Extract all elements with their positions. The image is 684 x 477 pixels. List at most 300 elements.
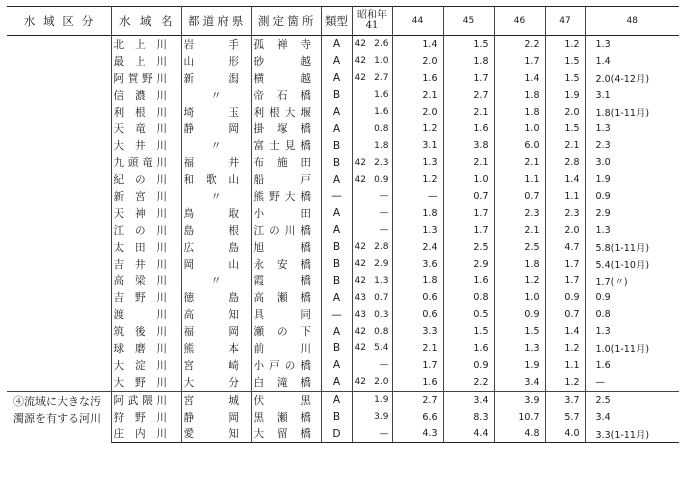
- river-name: [111, 188, 181, 205]
- river-name: [111, 70, 181, 87]
- value-44: 1.2: [392, 120, 443, 137]
- value-46: 0.9: [494, 306, 545, 323]
- header-year-44: [392, 7, 443, 36]
- value-47: 2.0: [545, 222, 585, 239]
- river-name-text: 阿武隈川: [113, 394, 168, 407]
- prefecture: [181, 205, 251, 222]
- value-44: 1.4: [392, 36, 443, 53]
- value-47: 1.7: [545, 256, 585, 273]
- header-region-label: 水域区分: [23, 14, 94, 28]
- prefecture: [181, 340, 251, 357]
- value-45: 2.5: [443, 239, 494, 256]
- river-name: [111, 205, 181, 222]
- measurement-point-text: 掛塚橋: [253, 123, 312, 136]
- river-name: [111, 53, 181, 70]
- measurement-point-text: 孤禅寺: [253, 38, 312, 51]
- measurement-point-text: 小田: [253, 207, 312, 220]
- value-46: 1.0: [494, 289, 545, 306]
- river-name-text: 天神川: [113, 207, 168, 220]
- showa-value: 2.8: [368, 239, 392, 256]
- water-class: B: [321, 256, 352, 273]
- value-44: 2.4: [392, 239, 443, 256]
- header-prefecture-label: 都道府県: [188, 14, 244, 28]
- value-47: 1.2: [545, 374, 585, 391]
- header-year-45-label: 45: [462, 16, 475, 26]
- measurement-point: [251, 357, 321, 374]
- water-quality-table: [7, 6, 679, 443]
- value-46: 1.7: [494, 53, 545, 70]
- measurement-point-text: 熊野大橋: [253, 190, 312, 203]
- prefecture: [181, 357, 251, 374]
- header-year-46-label: 46: [513, 16, 526, 26]
- value-46: 1.5: [494, 323, 545, 340]
- prefecture-text: 宮城: [183, 394, 240, 407]
- river-name: [111, 222, 181, 239]
- water-class: A: [321, 323, 352, 340]
- value-45: 3.8: [443, 137, 494, 154]
- measurement-point: [251, 205, 321, 222]
- river-name-text: 九頭竜川: [113, 157, 168, 170]
- river-name: [111, 137, 181, 154]
- header-year-48-label: 48: [626, 16, 638, 26]
- value-48: 1.3: [595, 123, 611, 135]
- measurement-point-text: 黒瀬橋: [253, 411, 312, 424]
- value-48: 1.3: [595, 224, 611, 236]
- value-47: 0.9: [545, 289, 585, 306]
- value-44: 0.6: [392, 289, 443, 306]
- showa-year: 42: [354, 56, 366, 67]
- header-type: [321, 7, 352, 36]
- prefecture: [181, 409, 251, 426]
- river-name-text: 渡川: [113, 309, 168, 322]
- water-class: D: [321, 425, 352, 442]
- value-45: 0.9: [443, 357, 494, 374]
- measurement-point-text: 富士見橋: [253, 140, 312, 153]
- measurement-point: [251, 409, 321, 426]
- showa-value: 1.8: [368, 137, 392, 154]
- showa-value: 0.8: [368, 120, 392, 137]
- measurement-point: [251, 70, 321, 87]
- value-48: 5.8(1-11月): [595, 243, 650, 255]
- river-name: [111, 154, 181, 171]
- showa-value: 1.6: [368, 104, 392, 121]
- prefecture-text: 和歌山: [183, 174, 240, 187]
- value-45: 0.8: [443, 289, 494, 306]
- river-name-text: 筑後川: [113, 326, 168, 339]
- table-body: [7, 36, 679, 443]
- measurement-point: [251, 272, 321, 289]
- showa-value: 2.9: [368, 256, 392, 273]
- showa-value: 0.3: [368, 306, 392, 323]
- prefecture-text: 大分: [183, 376, 240, 389]
- river-name: [111, 323, 181, 340]
- measurement-point: [251, 104, 321, 121]
- river-name: [111, 425, 181, 442]
- value-45: 2.7: [443, 87, 494, 104]
- river-name: [111, 87, 181, 104]
- value-44: —: [392, 188, 443, 205]
- showa-year: 42: [354, 39, 366, 50]
- river-name-text: 吉井川: [113, 258, 168, 271]
- showa-value: 0.9: [368, 171, 392, 188]
- header-year-44-label: 44: [411, 16, 424, 26]
- river-name-text: 江の川: [113, 224, 168, 237]
- river-name-text: 太田川: [113, 241, 168, 254]
- water-class: B: [321, 87, 352, 104]
- water-class: A: [321, 205, 352, 222]
- value-47: 0.7: [545, 306, 585, 323]
- measurement-point: [251, 120, 321, 137]
- prefecture-text: 宮崎: [183, 359, 240, 372]
- measurement-point: [251, 256, 321, 273]
- value-48: 3.3(1-11月): [585, 425, 679, 442]
- header-showa-block: [353, 11, 392, 31]
- water-class: B: [321, 137, 352, 154]
- value-47: 5.7: [545, 409, 585, 426]
- value-45: 2.1: [443, 104, 494, 121]
- value-44: 1.8: [392, 205, 443, 222]
- header-year-46: [494, 7, 545, 36]
- measurement-point-text: 具同: [253, 309, 312, 322]
- water-class: A: [321, 53, 352, 70]
- header-year-45: [443, 7, 494, 36]
- value-44: 2.1: [392, 87, 443, 104]
- showa-value: 3.9: [368, 409, 392, 426]
- header-showa-era: 昭和: [357, 10, 377, 21]
- value-48: 0.9: [595, 190, 611, 202]
- value-48: 2.9: [595, 207, 611, 219]
- prefecture-text: 福岡: [183, 326, 240, 339]
- measurement-point-text: 布施田: [253, 157, 312, 170]
- measurement-point: [251, 36, 321, 53]
- showa-year: 42: [354, 174, 366, 185]
- prefecture: [181, 104, 251, 121]
- value-47: 3.7: [545, 391, 585, 408]
- value-46: 1.0: [494, 120, 545, 137]
- prefecture-text: 鳥取: [183, 207, 240, 220]
- river-name: [111, 120, 181, 137]
- showa-value: 2.6: [368, 36, 392, 53]
- showa-year: [352, 409, 368, 426]
- value-44: 1.3: [392, 154, 443, 171]
- value-47: 2.0: [545, 104, 585, 121]
- region-cell-2: ④流域に大きな汚濁源を有する河川: [7, 391, 111, 443]
- value-47: 2.1: [545, 137, 585, 154]
- value-48: 5.4(1-10月): [595, 260, 650, 272]
- measurement-point-text: 高瀬橋: [253, 292, 312, 305]
- prefecture: [181, 154, 251, 171]
- showa-year: 42: [354, 157, 366, 168]
- showa-year: [352, 188, 368, 205]
- value-46: 2.5: [494, 239, 545, 256]
- water-class: B: [321, 409, 352, 426]
- prefecture-text: 新潟: [183, 72, 240, 85]
- showa-year: 42: [354, 73, 366, 84]
- value-44: 1.7: [392, 357, 443, 374]
- value-48: 1.9: [595, 174, 611, 186]
- prefecture-text: 徳島: [183, 292, 240, 305]
- value-45: 1.8: [443, 53, 494, 70]
- showa-value: 1.3: [368, 272, 392, 289]
- showa-value: 1.9: [368, 391, 392, 408]
- river-name: [111, 357, 181, 374]
- measurement-point: [251, 137, 321, 154]
- value-48: 2.0(4-12月): [595, 74, 650, 86]
- value-44: 2.7: [392, 391, 443, 408]
- showa-year: 42: [354, 326, 366, 337]
- prefecture: [181, 391, 251, 408]
- value-48: 0.8: [595, 309, 611, 321]
- river-name-text: 大淀川: [113, 359, 168, 372]
- value-44: 1.3: [392, 222, 443, 239]
- prefecture-text: 岡山: [183, 258, 240, 271]
- measurement-point-text: 小戸の橋: [253, 359, 312, 372]
- prefecture: 〃: [181, 137, 251, 154]
- showa-value: 1.6: [368, 87, 392, 104]
- river-name: [111, 272, 181, 289]
- showa-year: [352, 137, 368, 154]
- header-region: [7, 7, 111, 36]
- measurement-point-text: 利根大堰: [253, 106, 312, 119]
- measurement-point: [251, 323, 321, 340]
- measurement-point-text: 前川: [253, 342, 312, 355]
- value-47: 1.2: [545, 36, 585, 53]
- showa-year: 42: [354, 242, 366, 253]
- water-class: A: [321, 104, 352, 121]
- river-name: [111, 239, 181, 256]
- value-45: 1.6: [443, 340, 494, 357]
- measurement-point-text: 伏黒: [253, 394, 312, 407]
- value-48: 1.3: [595, 38, 611, 50]
- showa-value: —: [368, 357, 392, 374]
- prefecture: [181, 306, 251, 323]
- river-name-text: 球磨川: [113, 342, 168, 355]
- measurement-point-text: 横越: [253, 72, 312, 85]
- prefecture: [181, 222, 251, 239]
- header-year-48: [585, 7, 679, 36]
- showa-value: —: [368, 425, 392, 442]
- table-row: [7, 391, 679, 408]
- showa-year: 43: [354, 292, 366, 303]
- showa-year: 42: [354, 259, 366, 270]
- value-46: 1.1: [494, 171, 545, 188]
- value-48: 1.7(〃): [595, 276, 628, 288]
- value-47: 1.4: [545, 171, 585, 188]
- river-name-text: 狩野川: [113, 411, 168, 424]
- header-location: [251, 7, 321, 36]
- river-name-text: 大野川: [113, 376, 168, 389]
- value-47: 1.5: [545, 70, 585, 87]
- showa-year: [352, 391, 368, 408]
- value-48: 3.4: [595, 411, 611, 423]
- value-47: 1.1: [545, 188, 585, 205]
- value-44: 2.1: [392, 340, 443, 357]
- value-44: 1.6: [392, 70, 443, 87]
- measurement-point: [251, 222, 321, 239]
- showa-year: 42: [354, 343, 366, 354]
- river-name: [111, 171, 181, 188]
- value-45: 1.7: [443, 205, 494, 222]
- showa-value: 0.8: [368, 323, 392, 340]
- header-prefecture: [181, 7, 251, 36]
- value-45: 1.5: [443, 36, 494, 53]
- measurement-point: [251, 171, 321, 188]
- measurement-point: [251, 289, 321, 306]
- value-44: 1.6: [392, 374, 443, 391]
- value-46: 2.3: [494, 205, 545, 222]
- value-46: 1.9: [494, 357, 545, 374]
- water-class: A: [321, 357, 352, 374]
- value-46: 2.1: [494, 154, 545, 171]
- showa-value: 2.3: [368, 154, 392, 171]
- river-name-text: 北上川: [113, 38, 168, 51]
- showa-year: [352, 425, 368, 442]
- showa-year: [352, 87, 368, 104]
- river-name-text: 最上川: [113, 55, 168, 68]
- prefecture-text: 山形: [183, 55, 240, 68]
- prefecture: 〃: [181, 87, 251, 104]
- river-name: [111, 289, 181, 306]
- value-48: 3.1: [595, 89, 611, 101]
- showa-year: [352, 120, 368, 137]
- prefecture: [181, 425, 251, 442]
- showa-year: 42: [354, 377, 366, 388]
- value-46: 6.0: [494, 137, 545, 154]
- river-name-text: 阿賀野川: [113, 72, 168, 85]
- value-46: 1.3: [494, 340, 545, 357]
- header-showa-year: 年: [377, 10, 387, 21]
- measurement-point: [251, 188, 321, 205]
- water-class: B: [321, 239, 352, 256]
- header-row: [7, 7, 679, 36]
- value-46: 4.8: [494, 425, 545, 442]
- measurement-point: [251, 374, 321, 391]
- region-cell-1: [7, 36, 111, 392]
- showa-value: —: [368, 188, 392, 205]
- prefecture: [181, 120, 251, 137]
- measurement-point-text: 永安橋: [253, 258, 312, 271]
- value-48: 1.8(1-11月): [595, 108, 650, 119]
- prefecture-text: 高知: [183, 309, 240, 322]
- measurement-point: [251, 154, 321, 171]
- river-name: [111, 256, 181, 273]
- prefecture: [181, 239, 251, 256]
- value-46: 10.7: [494, 409, 545, 426]
- value-48: —: [595, 376, 605, 388]
- measurement-point: [251, 425, 321, 442]
- value-47: 1.1: [545, 357, 585, 374]
- value-47: 2.3: [545, 205, 585, 222]
- header-year-47-label: 47: [559, 16, 571, 26]
- showa-value: 1.0: [368, 53, 392, 70]
- river-name: [111, 391, 181, 408]
- value-45: 2.1: [443, 154, 494, 171]
- value-44: 3.3: [392, 323, 443, 340]
- measurement-point-text: 旭橋: [253, 241, 312, 254]
- showa-value: —: [368, 222, 392, 239]
- value-47: 2.8: [545, 154, 585, 171]
- value-47: 1.2: [545, 340, 585, 357]
- showa-value: 5.4: [368, 340, 392, 357]
- measurement-point-text: 瀬の下: [253, 326, 312, 339]
- value-48: 3.0: [595, 157, 611, 169]
- prefecture-text: 静岡: [183, 123, 240, 136]
- prefecture-text: 福井: [183, 157, 240, 170]
- measurement-point: [251, 239, 321, 256]
- value-47: 4.7: [545, 239, 585, 256]
- value-45: 0.7: [443, 188, 494, 205]
- header-waterbody-label: 水域名: [119, 14, 173, 28]
- value-44: 1.8: [392, 272, 443, 289]
- measurement-point: [251, 391, 321, 408]
- river-name-text: 天竜川: [113, 123, 168, 136]
- prefecture: [181, 171, 251, 188]
- water-class: A: [321, 36, 352, 53]
- value-46: 3.9: [494, 391, 545, 408]
- value-45: 2.2: [443, 374, 494, 391]
- showa-year: 43: [354, 309, 366, 320]
- value-47: 4.0: [545, 425, 585, 442]
- header-type-label: 類型: [325, 14, 348, 28]
- measurement-point-text: 船戸: [253, 174, 312, 187]
- showa-value: 0.7: [368, 289, 392, 306]
- river-name: [111, 306, 181, 323]
- water-class: B: [321, 340, 352, 357]
- value-46: 3.4: [494, 374, 545, 391]
- showa-year: [352, 222, 368, 239]
- prefecture-text: 埼玉: [183, 106, 240, 119]
- value-46: 2.2: [494, 36, 545, 53]
- showa-value: —: [368, 205, 392, 222]
- prefecture-text: 島根: [183, 224, 240, 237]
- river-name-text: 信濃川: [113, 89, 168, 102]
- measurement-point: [251, 53, 321, 70]
- value-45: 0.5: [443, 306, 494, 323]
- value-46: 1.8: [494, 104, 545, 121]
- value-48: 2.5: [585, 391, 679, 408]
- prefecture: [181, 70, 251, 87]
- prefecture: [181, 374, 251, 391]
- prefecture: [181, 53, 251, 70]
- value-44: 2.0: [392, 104, 443, 121]
- value-46: 1.4: [494, 70, 545, 87]
- value-48: 1.0(1-11月): [595, 344, 650, 356]
- value-48: 1.6: [595, 359, 611, 371]
- value-46: 0.7: [494, 188, 545, 205]
- header-waterbody: [111, 7, 181, 36]
- header-year-47: [545, 7, 585, 36]
- value-44: 3.6: [392, 256, 443, 273]
- value-45: 1.7: [443, 70, 494, 87]
- river-name-text: 高梁川: [113, 275, 168, 288]
- value-44: 3.1: [392, 137, 443, 154]
- showa-year: [352, 104, 368, 121]
- measurement-point-text: 霞橋: [253, 275, 312, 288]
- river-name: [111, 374, 181, 391]
- water-class: B: [321, 272, 352, 289]
- prefecture: [181, 289, 251, 306]
- water-class: A: [321, 289, 352, 306]
- measurement-point: [251, 87, 321, 104]
- river-name: [111, 104, 181, 121]
- prefecture-text: 静岡: [183, 411, 240, 424]
- value-46: 1.8: [494, 87, 545, 104]
- measurement-point-text: 江の川橋: [253, 224, 312, 237]
- table-row: [7, 36, 679, 53]
- header-showa41: [352, 7, 392, 36]
- water-class: —: [321, 306, 352, 323]
- value-46: 1.2: [494, 272, 545, 289]
